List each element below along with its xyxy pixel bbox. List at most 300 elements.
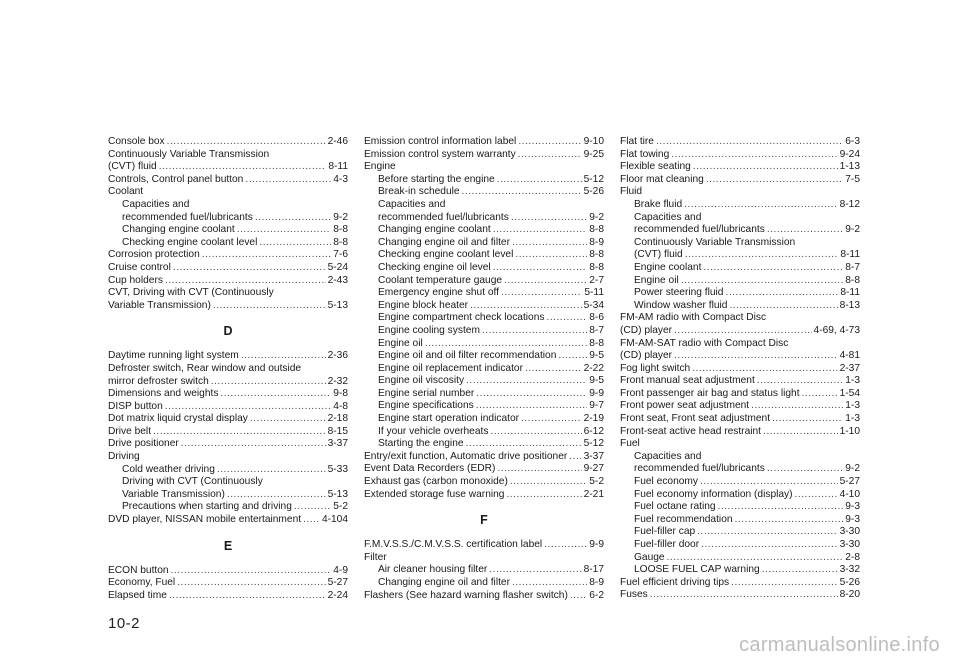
page-reference: 1-3 <box>845 375 860 387</box>
entry-term: Fuel <box>620 438 640 450</box>
index-entry <box>620 413 860 426</box>
page-reference: 8-17 <box>583 564 604 576</box>
entry-term: Elapsed time <box>108 589 167 601</box>
entry-term: Changing engine coolant <box>122 224 235 236</box>
page-reference: 7-5 <box>845 173 860 185</box>
page-reference: 3-37 <box>327 438 348 450</box>
index-entry <box>108 565 348 578</box>
dot-leader <box>510 476 587 489</box>
index-entry <box>620 375 860 388</box>
entry-term: ECON button <box>108 564 169 576</box>
dot-leader <box>763 426 838 439</box>
index-entry <box>620 312 860 325</box>
entry-term: Air cleaner housing filter <box>378 564 488 576</box>
entry-term: Flashers (See hazard warning flasher switch) <box>364 589 568 601</box>
dot-leader <box>656 136 843 149</box>
index-subentry <box>620 451 860 464</box>
page-reference: 2-18 <box>327 413 348 425</box>
index-subentry <box>620 564 860 577</box>
page-reference: 8-20 <box>839 589 860 601</box>
index-entry <box>364 451 604 464</box>
entry-term: Variable Transmission) <box>122 488 225 500</box>
index-entry <box>620 577 860 590</box>
entry-term: Continuously Variable Transmission <box>634 236 796 248</box>
dot-leader <box>165 275 326 288</box>
index-entry <box>364 552 604 565</box>
page-reference: 8-12 <box>839 198 860 210</box>
dot-leader <box>213 300 326 313</box>
page-reference: 9-9 <box>589 387 604 399</box>
index-entry <box>108 590 348 603</box>
dot-leader <box>725 287 838 300</box>
dot-leader <box>504 275 587 288</box>
dot-leader <box>490 426 581 439</box>
entry-term: FM-AM radio with Compact Disc <box>620 312 767 324</box>
index-subentry <box>108 501 348 514</box>
dot-leader <box>757 375 843 388</box>
index-subentry <box>620 224 860 237</box>
dot-leader <box>546 312 587 325</box>
entry-term: Changing engine oil and filter <box>378 577 510 588</box>
dot-leader <box>511 212 587 225</box>
entry-term: Floor mat cleaning <box>620 173 704 185</box>
entry-term: Drive positioner <box>108 438 179 450</box>
dot-leader <box>497 463 581 476</box>
page-reference: 4-8 <box>333 400 348 412</box>
index-entry <box>364 476 604 489</box>
dot-leader <box>159 161 327 174</box>
index-subentry <box>620 199 860 212</box>
index-subentry <box>364 224 604 237</box>
entry-term: Fuses <box>620 589 648 601</box>
entry-term: Filter <box>364 551 387 563</box>
entry-term: Window washer fluid <box>634 299 728 311</box>
entry-term: Entry/exit function, Automatic drive positioner <box>364 450 568 462</box>
dot-leader <box>470 300 582 313</box>
index-entry <box>620 161 860 174</box>
dot-leader <box>241 350 326 363</box>
entry-term: mirror defroster switch <box>108 375 209 387</box>
dot-leader <box>674 350 838 363</box>
page-reference: 9-7 <box>589 400 604 412</box>
index-subentry <box>620 300 860 313</box>
entry-term: Capacities and <box>378 198 446 210</box>
entry-term: Engine specifications <box>378 400 474 412</box>
page-reference: 2-8 <box>845 551 860 563</box>
entry-term: Fuel octane rating <box>634 501 716 513</box>
entry-term: Continuously Variable Transmission <box>108 148 270 160</box>
entry-term: Power steering fluid <box>634 287 724 299</box>
entry-term: Checking engine coolant level <box>122 236 258 248</box>
dot-leader <box>515 249 587 262</box>
entry-term: Engine compartment check locations <box>378 312 545 324</box>
dot-leader <box>802 388 838 401</box>
index-entry <box>620 350 860 363</box>
dot-leader <box>476 400 588 413</box>
entry-term: Cup holders <box>108 274 163 286</box>
index-entry <box>620 136 860 149</box>
page-reference: 9-2 <box>589 211 604 223</box>
index-subentry <box>620 526 860 539</box>
page-reference: 8-8 <box>845 274 860 286</box>
index-entry <box>108 262 348 275</box>
entry-term: Engine start operation indicator <box>378 413 520 425</box>
dot-leader <box>558 350 587 363</box>
dot-leader <box>751 400 843 413</box>
index-entry <box>108 451 348 464</box>
dot-leader <box>202 249 332 262</box>
page-reference: 8-8 <box>333 236 348 248</box>
index-subentry <box>620 249 860 262</box>
index-entry <box>108 438 348 451</box>
entry-term: Event Data Recorders (EDR) <box>364 463 496 475</box>
index-column-2 <box>364 136 604 602</box>
page-reference: 2-43 <box>327 274 348 286</box>
entry-term: Fuel efficient driving tips <box>620 576 730 588</box>
dot-leader <box>650 589 838 602</box>
entry-term: Front manual seat adjustment <box>620 375 755 387</box>
index-subentry <box>364 287 604 300</box>
entry-term: Console box <box>108 136 165 147</box>
entry-term: LOOSE FUEL CAP warning <box>634 564 760 576</box>
index-subentry <box>364 438 604 451</box>
dot-leader <box>762 564 838 577</box>
entry-term: Flat towing <box>620 148 670 160</box>
dot-leader <box>693 161 838 174</box>
entry-term: Emission control information label <box>364 136 517 147</box>
index-subentry <box>620 476 860 489</box>
dot-leader <box>671 149 837 162</box>
page-reference: 5-2 <box>589 476 604 488</box>
page-reference: 6-3 <box>845 136 860 147</box>
page-reference: 9-5 <box>589 350 604 362</box>
index-entry <box>364 590 604 603</box>
dot-leader <box>731 577 838 590</box>
index-subentry <box>620 463 860 476</box>
entry-term: CVT, Driving with CVT (Continuously <box>108 287 274 299</box>
entry-term: Coolant <box>108 186 144 198</box>
index-subentry <box>620 287 860 300</box>
page-reference: 5-24 <box>327 261 348 273</box>
page-reference: 5-27 <box>327 577 348 589</box>
index-entry <box>108 426 348 439</box>
dot-leader <box>570 590 587 603</box>
section-letter-heading: E <box>223 538 233 553</box>
page-reference: 2-24 <box>327 589 348 601</box>
entry-term: Engine oil replacement indicator <box>378 362 523 374</box>
index-subentry <box>364 300 604 313</box>
dot-leader <box>462 186 582 199</box>
index-subentry <box>108 464 348 477</box>
entry-term: Engine oil <box>378 337 423 349</box>
dot-leader <box>501 287 582 300</box>
page-reference: 2-19 <box>583 413 604 425</box>
page-reference: 2-37 <box>839 362 860 374</box>
dot-leader <box>700 476 838 489</box>
entry-term: Emergency engine shut off <box>378 287 500 299</box>
entry-term: Driving <box>108 451 140 463</box>
entry-term: Brake fluid <box>634 198 683 210</box>
entry-term: recommended fuel/lubricants <box>122 211 253 223</box>
dot-leader <box>220 388 331 401</box>
dot-leader <box>482 325 587 338</box>
page-reference: 4-3 <box>333 173 348 185</box>
entry-term: Break-in schedule <box>378 186 460 198</box>
page-reference: 9-2 <box>845 224 860 236</box>
index-subentry <box>364 350 604 363</box>
page-reference: 2-46 <box>327 136 348 147</box>
dot-leader <box>767 463 843 476</box>
entry-term: Engine coolant <box>634 261 702 273</box>
entry-term: Controls, Control panel button <box>108 173 244 185</box>
index-subentry <box>364 338 604 351</box>
dot-leader <box>512 237 587 250</box>
index-subentry <box>364 237 604 250</box>
entry-term: Dot matrix liquid crystal display <box>108 413 248 425</box>
index-subentry <box>364 426 604 439</box>
page-reference: 9-25 <box>583 148 604 160</box>
entry-term: Fuel economy information (display) <box>634 488 793 500</box>
entry-term: Fluid <box>620 186 643 198</box>
index-entry <box>620 149 860 162</box>
index-subentry <box>364 400 604 413</box>
page-reference: 5-11 <box>584 287 604 299</box>
entry-term: Corrosion protection <box>108 249 200 261</box>
entry-term: Fuel recommendation <box>634 513 733 525</box>
index-entry <box>620 426 860 439</box>
dot-leader <box>255 212 331 225</box>
entry-term: recommended fuel/lubricants <box>634 224 765 236</box>
watermark: carmanualsonline.info <box>739 634 940 656</box>
index-subentry <box>108 476 348 489</box>
index-subentry <box>364 249 604 262</box>
page-reference: 9-24 <box>839 148 860 160</box>
index-entry <box>108 363 348 376</box>
dot-leader <box>518 149 582 162</box>
entry-term: Front passenger air bag and status light <box>620 387 800 399</box>
page-reference: 8-8 <box>589 249 604 261</box>
entry-term: Engine serial number <box>378 387 475 399</box>
page-reference: 8-9 <box>589 236 604 248</box>
index-subentry <box>364 325 604 338</box>
entry-term: If your vehicle overheats <box>378 425 489 437</box>
index-entry <box>108 413 348 426</box>
dot-leader <box>237 224 332 237</box>
page-reference: 4-69, 4-73 <box>813 324 860 336</box>
dot-leader <box>493 224 588 237</box>
index-subentry <box>620 212 860 225</box>
index-entry <box>108 249 348 262</box>
dot-leader <box>227 489 326 502</box>
index-subentry <box>620 275 860 288</box>
page-reference: 5-33 <box>327 463 348 475</box>
dot-leader <box>684 199 837 212</box>
page-reference: 9-27 <box>583 463 604 475</box>
page-reference: 4-81 <box>839 350 860 362</box>
entry-term: Front power seat adjustment <box>620 400 750 412</box>
entry-term: (CD) player <box>620 324 673 336</box>
page-reference: 9-9 <box>589 539 604 551</box>
entry-term: Engine oil <box>634 274 679 286</box>
page-reference: 2-32 <box>327 375 348 387</box>
index-entry <box>108 300 348 313</box>
entry-term: Exhaust gas (carbon monoxide) <box>364 476 508 488</box>
dot-leader <box>245 174 331 187</box>
page-reference: 3-30 <box>839 539 860 550</box>
page-reference: 7-6 <box>333 249 348 261</box>
index-entry <box>108 401 348 414</box>
entry-term: Capacities and <box>634 211 702 223</box>
index-subentry <box>364 363 604 376</box>
page-reference: 3-37 <box>583 450 604 462</box>
entry-term: Economy, Fuel <box>108 577 176 589</box>
dot-leader <box>718 501 844 514</box>
index-entry <box>620 438 860 451</box>
dot-leader <box>169 590 326 603</box>
dot-leader <box>173 262 326 275</box>
index-subentry <box>620 539 860 552</box>
dot-leader <box>489 564 581 577</box>
entry-term: Starting the engine <box>378 438 464 450</box>
page-reference: 4-9 <box>333 564 348 576</box>
dot-leader <box>259 237 331 250</box>
entry-term: Emission control system warranty <box>364 148 516 160</box>
index-column-1 <box>108 136 348 602</box>
index-subentry <box>108 199 348 212</box>
page-reference: 5-26 <box>583 186 604 198</box>
entry-term: Engine cooling system <box>378 324 480 336</box>
dot-leader <box>518 136 581 149</box>
page-reference: 9-5 <box>589 375 604 387</box>
page-reference: 9-2 <box>333 211 348 223</box>
page-reference: 5-34 <box>583 299 604 311</box>
entry-term: Cruise control <box>108 261 171 273</box>
dot-leader <box>211 376 326 389</box>
index-entry <box>364 463 604 476</box>
index-subentry <box>364 413 604 426</box>
dot-leader <box>250 413 326 426</box>
dot-leader <box>703 262 843 275</box>
dot-leader <box>735 514 844 527</box>
page-reference: 5-2 <box>333 501 348 513</box>
entry-term: Front seat, Front seat adjustment <box>620 413 771 425</box>
index-subentry <box>364 199 604 212</box>
index-entry <box>108 350 348 363</box>
entry-term: Drive belt <box>108 425 152 437</box>
index-subentry <box>108 489 348 502</box>
index-subentry <box>620 237 860 250</box>
entry-term: Flat tire <box>620 136 654 147</box>
section-letter-heading: D <box>223 324 233 339</box>
index-entry <box>108 287 348 300</box>
dot-leader <box>171 565 332 578</box>
dot-leader <box>512 577 587 590</box>
dot-leader <box>667 552 844 565</box>
page-reference: 9-8 <box>333 388 348 400</box>
page-reference: 8-9 <box>589 577 604 588</box>
page-reference: 8-8 <box>589 224 604 236</box>
entry-term: (CVT) fluid <box>108 161 157 173</box>
dot-leader <box>165 401 332 414</box>
page-number: 10-2 <box>108 615 141 632</box>
dot-leader <box>181 438 326 451</box>
index-entry <box>108 149 348 162</box>
index-entry <box>108 161 348 174</box>
dot-leader <box>466 375 587 388</box>
page-reference: 3-30 <box>839 526 860 538</box>
index-entry <box>620 589 860 602</box>
index-entry <box>364 539 604 552</box>
index-subentry <box>620 501 860 514</box>
page-reference: 8-7 <box>845 261 860 273</box>
dot-leader <box>303 514 320 527</box>
entry-term: Engine oil viscosity <box>378 375 465 387</box>
page-reference: 1-3 <box>845 400 860 412</box>
entry-term: Changing engine coolant <box>378 224 491 236</box>
entry-term: Driving with CVT (Continuously <box>122 476 263 488</box>
entry-term: Gauge <box>634 551 665 563</box>
page-reference: 9-3 <box>845 513 860 525</box>
dot-leader <box>544 539 587 552</box>
page-reference: 8-8 <box>589 261 604 273</box>
page-reference: 8-15 <box>327 425 348 437</box>
entry-term: Variable Transmission) <box>108 299 211 311</box>
index-subentry <box>364 312 604 325</box>
entry-term: Dimensions and weights <box>108 388 219 400</box>
section-letter-heading: F <box>480 513 488 528</box>
index-entry <box>108 577 348 590</box>
entry-term: (CVT) fluid <box>634 249 683 261</box>
page-reference: 8-13 <box>839 299 860 311</box>
index-entry <box>620 325 860 338</box>
index-entry <box>108 388 348 401</box>
entry-term: Engine oil and oil filter recommendation <box>378 350 557 362</box>
dot-leader <box>697 526 837 539</box>
page-reference: 5-12 <box>583 438 604 450</box>
page-reference: 2-7 <box>589 274 604 286</box>
index-column-3 <box>620 136 860 602</box>
entry-term: Precautions when starting and driving <box>122 501 292 513</box>
dot-leader <box>674 325 811 338</box>
entry-term: Daytime running light system <box>108 350 239 362</box>
dot-leader <box>685 249 839 262</box>
index-entry <box>364 136 604 149</box>
dot-leader <box>177 577 325 590</box>
page-reference: 1-3 <box>845 413 860 425</box>
entry-term: Capacities and <box>122 198 190 210</box>
index-subentry <box>108 237 348 250</box>
entry-term: Engine <box>364 161 396 173</box>
index-entry <box>108 174 348 187</box>
index-subentry <box>364 577 604 590</box>
dot-leader <box>681 275 844 288</box>
dot-leader <box>795 489 838 502</box>
entry-term: FM-AM-SAT radio with Compact Disc <box>620 337 789 349</box>
entry-term: recommended fuel/lubricants <box>634 463 765 475</box>
entry-term: Flexible seating <box>620 161 691 173</box>
page-reference: 1-10 <box>839 425 860 437</box>
page-reference: 8-11 <box>840 249 860 261</box>
entry-term: (CD) player <box>620 350 673 362</box>
page-reference: 5-26 <box>839 576 860 588</box>
dot-leader <box>569 451 581 464</box>
entry-term: Fuel economy <box>634 476 698 488</box>
entry-term: Fuel-filler cap <box>634 526 696 538</box>
page-reference: 8-11 <box>328 161 348 173</box>
index-subentry <box>620 514 860 527</box>
dot-leader <box>425 338 588 351</box>
page-reference: 9-2 <box>845 463 860 475</box>
